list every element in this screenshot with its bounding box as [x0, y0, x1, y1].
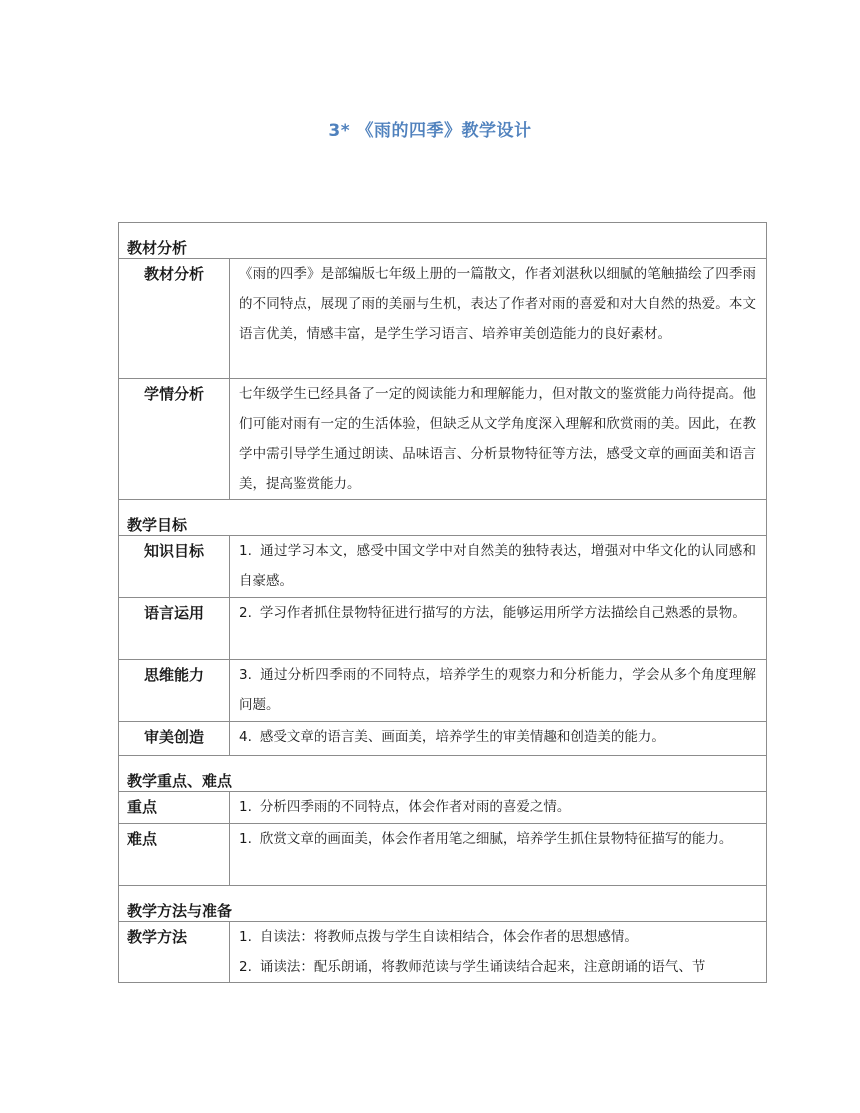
- row-content: 《雨的四季》是部编版七年级上册的一篇散文，作者刘湛秋以细腻的笔触描绘了四季雨的不同特点，展现了雨的美丽与生机，表达了作者对雨的喜爱和对大自然的热爱。本文语言优美，情感丰富，是学生学习语言、培养审美创造能力的良好素材。: [230, 259, 767, 379]
- row-label: 重点: [119, 792, 230, 824]
- section-heading-keypoints: 教学重点、难点: [119, 756, 767, 792]
- lesson-plan-table: [118, 222, 767, 983]
- item-number: 3.: [239, 667, 252, 683]
- row-content: [230, 792, 767, 824]
- row-content: [230, 536, 767, 598]
- row-label: 学情分析: [119, 379, 230, 500]
- item-text: 学习作者抓住景物特征进行描写的方法，能够运用所学方法描绘自己熟悉的景物。: [259, 605, 746, 621]
- row-label: 思维能力: [119, 660, 230, 722]
- row-content: [230, 598, 767, 660]
- table-row: [119, 824, 767, 886]
- row-content: 七年级学生已经具备了一定的阅读能力和理解能力，但对散文的鉴赏能力尚待提高。他们可能对雨有一定的生活体验，但缺乏从文学角度深入理解和欣赏雨的美。因此，在教学中需引导学生通过朗读、品味语言、分析景物特征等方法，感受文章的画面美和语言美，提高鉴赏能力。: [230, 379, 767, 500]
- row-label: 教材分析: [119, 259, 230, 379]
- item-number: 1.: [239, 799, 252, 815]
- item-number: 1.: [239, 929, 252, 945]
- page-title: 3* 《雨的四季》教学设计: [328, 121, 532, 141]
- item-number: 1.: [239, 831, 252, 847]
- row-label: 难点: [119, 824, 230, 886]
- table-row: [119, 722, 767, 756]
- item-number: 2.: [239, 959, 252, 975]
- section-header-row: [119, 223, 767, 259]
- row-content: [230, 922, 767, 983]
- row-label: 审美创造: [119, 722, 230, 756]
- table-row: [119, 259, 767, 379]
- table-row: [119, 379, 767, 500]
- list-item: [239, 952, 756, 982]
- table-row: [119, 922, 767, 983]
- list-item: [239, 922, 756, 952]
- item-text: 通过分析四季雨的不同特点，培养学生的观察力和分析能力，学会从多个角度理解问题。: [239, 667, 757, 713]
- row-label: 知识目标: [119, 536, 230, 598]
- item-text: 分析四季雨的不同特点，体会作者对雨的喜爱之情。: [259, 799, 571, 815]
- section-heading-methods: 教学方法与准备: [119, 886, 767, 922]
- item-text: 通过学习本文，感受中国文学中对自然美的独特表达，增强对中华文化的认同感和自豪感。: [239, 543, 757, 589]
- row-label: 语言运用: [119, 598, 230, 660]
- table-row: [119, 598, 767, 660]
- row-content: [230, 722, 767, 756]
- row-label: 教学方法: [119, 922, 230, 983]
- section-header-row: [119, 886, 767, 922]
- section-heading-goals: 教学目标: [119, 500, 767, 536]
- table-row: [119, 536, 767, 598]
- row-content: [230, 660, 767, 722]
- section-heading-material: 教材分析: [119, 223, 767, 259]
- row-content: [230, 824, 767, 886]
- table-row: [119, 660, 767, 722]
- section-header-row: [119, 500, 767, 536]
- item-number: 1.: [239, 543, 252, 559]
- item-number: 2.: [239, 605, 252, 621]
- section-header-row: [119, 756, 767, 792]
- item-number: 4.: [239, 729, 252, 745]
- item-text: 感受文章的语言美、画面美，培养学生的审美情趣和创造美的能力。: [259, 729, 665, 745]
- item-text: 自读法：将教师点拨与学生自读相结合，体会作者的思想感情。: [259, 929, 638, 945]
- item-text: 诵读法：配乐朗诵，将教师范读与学生诵读结合起来，注意朗诵的语气、节: [259, 959, 706, 975]
- table-row: [119, 792, 767, 824]
- item-text: 欣赏文章的画面美，体会作者用笔之细腻，培养学生抓住景物特征描写的能力。: [259, 831, 733, 847]
